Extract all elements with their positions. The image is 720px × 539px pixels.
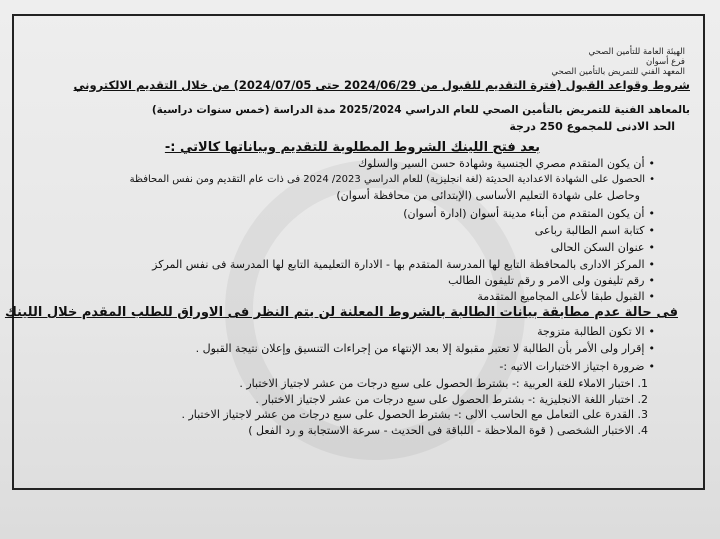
header-institute: المعهد الفني للتمريض بالتأمين الصحي [551,67,685,77]
section-2-heading: فى حالة عدم مطابقة بيانات الطالبة بالشروط المعلنة لن يتم النظر فى الاوراق للطلب المقدم خلال اللينك [4,305,678,320]
requirement-8: • القبول طبقا لأعلى المجاميع المتقدمة [477,290,655,304]
section-1-heading: بعد فتح اللينك الشروط المطلوبة للتقديم وبياناتها كالاتي :- [164,140,540,155]
test-1: 1. اختبار الاملاء للغة العربية :- بشترط الحصول على سبع درجات من عشر لاجتياز الاختبار . [239,377,648,390]
requirement-7: • رقم تليفون ولى الامر و رقم تليفون الطالب [448,274,655,288]
requirement-1: • أن يكون المتقدم مصري الجنسية وشهادة حسن السير والسلوك [358,157,655,171]
test-3: 3. القدرة على التعامل مع الحاسب الالى :- بشترط الحصول على سبع درجات من عشر لاجتياز الاختبار . [181,408,648,421]
requirement-2: • الحصول على الشهادة الاعدادية الحديثة (لغة انجليزية) للعام الدراسي 2023/ 2024 فى ذات عام التقديم ومن نفس المحافظة [130,173,655,187]
requirement-4: • كتابة اسم الطالبة رباعى [535,224,655,238]
test-4: 4. الاختبار الشخصى ( قوة الملاحظة - اللباقة فى الحديث - سرعة الاستجابة و رد الفعل ) [248,424,648,437]
requirement-2-cont: وحاصل على شهادة التعليم الأساسى (الإبتدائى من محافظة أسوان) [336,189,640,202]
condition-2: • إقرار ولى الأمر بأن الطالبة لا تعتبر مقبولة إلا بعد الإنتهاء من إجراءات التنسيق وإعلان نتيجة القبول . [196,342,655,356]
requirement-5: • عنوان السكن الحالى [551,241,655,255]
condition-3: • ضرورة اجتياز الاختبارات الاتيه :- [499,360,655,374]
requirement-6: • المركز الادارى بالمحافظة التابع لها المدرسة المتقدم بها - الادارة التعليمية التابع لها المدرسة فى نفس المركز [152,258,655,272]
header-branch: فرع أسوان [645,57,685,67]
header-org: الهيئة العامة للتأمين الصحي [588,47,685,57]
title-line-1: شروط وقواعد القبول (فترة التقديم للقبول من 2024/06/29 حتى 2024/07/05) من خلال التقديم الالكتروني [73,78,690,92]
condition-1: • الا تكون الطالبة متزوجة [537,325,655,339]
requirement-3: • أن يكون المتقدم من أبناء مدينة أسوان (ادارة أسوان) [403,207,655,221]
title-line-2: بالمعاهد الفنية للتمريض بالتأمين الصحي للعام الدراسي 2025/2024 مدة الدراسة (خمس سنوات دراسية) [151,104,690,116]
test-2: 2. اختبار اللغة الانجليزية :- بشترط الحصول على سبع درجات من عشر لاجتياز الاختبار . [255,393,648,406]
min-total: الحد الادنى للمجموع 250 درجة [509,120,675,133]
